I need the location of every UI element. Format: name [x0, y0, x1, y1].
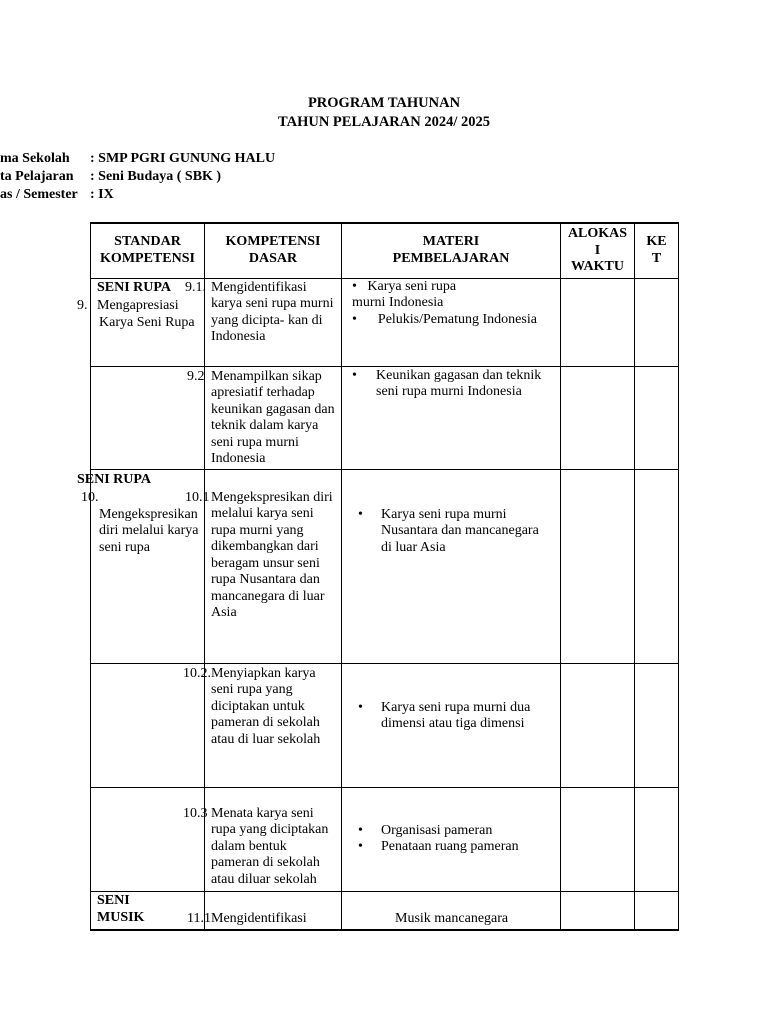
program-table	[77, 222, 679, 931]
kd-cell	[205, 891, 342, 930]
kd-number: 9.2	[187, 368, 205, 384]
materi-item-text: Organisasi pameran	[381, 822, 493, 838]
table-row	[91, 891, 679, 930]
materi-list	[342, 470, 560, 557]
materi-cell	[342, 787, 561, 891]
alokasi-cell	[561, 891, 635, 930]
meta-subject-value: : Seni Budaya ( SBK )	[90, 169, 222, 184]
kd-cell	[205, 469, 342, 663]
materi-item: • Pelukis/Pematung Indonesia	[352, 311, 537, 327]
header-mp-line1: MATERI	[422, 234, 480, 250]
materi-item-text: Penataan ruang pameran	[381, 839, 519, 854]
bullet: •	[358, 822, 363, 838]
ket-cell	[635, 278, 679, 366]
materi-item-text: Karya seni rupa	[367, 278, 457, 294]
table-row	[91, 469, 679, 663]
materi-cell	[342, 891, 561, 930]
sk-number: 10.	[81, 489, 99, 505]
kd-cell	[205, 663, 342, 787]
sk-text: Mengekspresikan diri melalui karya seni rupa	[99, 506, 199, 555]
materi-item	[342, 823, 560, 840]
materi-cell	[342, 663, 561, 787]
bullet: •	[358, 839, 363, 854]
ket-cell	[635, 891, 679, 930]
alokasi-cell	[561, 278, 635, 366]
table-row	[91, 787, 679, 891]
kd-text: Menampilkan sikap apresiatif terhadap keunikan gagasan dan teknik dalam karya seni rupa murni Indonesia	[211, 368, 335, 466]
materi-item-text: Keunikan gagasan dan teknik seni rupa murni Indonesia	[376, 367, 542, 399]
sk-cell	[91, 663, 211, 787]
sk-cell	[77, 469, 210, 663]
kd-text: Mengidentifikasi karya seni rupa murni yang dicipta- kan di Indonesia	[211, 279, 334, 344]
kd-text: Menata karya seni rupa yang diciptakan dalam bentuk pameran di sekolah atau diluar sekolah	[211, 805, 329, 887]
materi-cell	[342, 366, 561, 469]
kd-number: 9.1.	[185, 279, 206, 295]
header-kd-line2: DASAR	[248, 250, 298, 266]
materi-list	[342, 664, 560, 733]
meta-school-value: : SMP PGRI GUNUNG HALU	[90, 151, 276, 166]
materi-item-text: Karya seni rupa murni Nusantara dan mancanegara di luar Asia	[381, 506, 539, 555]
header-kompetensi-dasar	[205, 223, 342, 278]
page-title: PROGRAM TAHUNAN	[307, 95, 461, 111]
kd-text: Mengidentifikasi	[211, 910, 307, 926]
header-materi-pembelajaran	[342, 223, 561, 278]
sk-cell	[91, 787, 208, 891]
header-alokasi-waktu	[561, 223, 635, 278]
alokasi-cell	[561, 787, 635, 891]
meta-class-value: : IX	[90, 187, 114, 202]
alokasi-cell	[561, 469, 635, 663]
materi-item-text: Musik mancanegara	[395, 910, 509, 926]
materi-cell	[342, 278, 561, 366]
materi-item-text: Pelukis/Pematung Indonesia	[377, 311, 537, 327]
sk-heading: SENI	[97, 892, 130, 908]
materi-cell	[342, 469, 561, 663]
sk-cell	[91, 366, 205, 469]
kd-text: Menyiapkan karya seni rupa yang diciptakan untuk pameran di sekolah atau di luar sekolah	[211, 665, 321, 747]
materi-list	[342, 279, 560, 329]
header-kd-line1: KOMPETENSI	[225, 234, 321, 250]
sk-heading: SENI RUPA	[77, 471, 152, 487]
kd-cell	[205, 366, 342, 469]
bullet: •	[358, 506, 363, 522]
header-mp-line2: PEMBELAJARAN	[392, 250, 510, 266]
header-standar-kompetensi	[91, 223, 205, 278]
header-ket-line2: T	[651, 250, 662, 266]
kd-cell	[205, 278, 342, 366]
ket-cell	[635, 663, 679, 787]
bullet: •	[358, 699, 363, 715]
table-row	[91, 663, 679, 787]
materi-item: • Karya seni rupa	[352, 278, 457, 294]
header-aw-line1: ALOKAS	[567, 226, 628, 241]
header-ket	[635, 223, 679, 278]
sk-text-2: Karya Seni Rupa	[99, 314, 195, 330]
page-subtitle: TAHUN PELAJARAN 2024/ 2025	[278, 114, 490, 130]
header-sk-line1: STANDAR	[114, 234, 181, 250]
kd-number: 10.2.	[183, 665, 211, 681]
alokasi-cell	[561, 663, 635, 787]
materi-item-continued: murni Indonesia	[352, 295, 444, 310]
sk-heading: SENI RUPA	[97, 279, 172, 295]
sk-text: Mengapresiasi	[97, 297, 179, 313]
bullet: •	[352, 367, 357, 383]
ket-cell	[635, 366, 679, 469]
kd-cell	[205, 787, 342, 891]
meta-class-label: as / Semester	[0, 187, 78, 202]
table-row	[91, 366, 679, 469]
meta-subject-label: ta Pelajaran	[0, 169, 74, 184]
materi-item	[342, 839, 560, 856]
table-header-row	[91, 223, 679, 278]
sk-cell	[91, 891, 211, 930]
kd-number: 10.3	[183, 805, 208, 821]
meta-school-label: ma Sekolah	[0, 151, 70, 166]
sk-cell	[77, 278, 206, 366]
ket-cell	[635, 469, 679, 663]
alokasi-cell	[561, 366, 635, 469]
kd-text: Mengekspresikan diri melalui karya seni rupa murni yang dikembangkan dari beragam unsur seni rupa Nusantara dan mancanegara di luar Asia	[211, 489, 333, 620]
header-aw-line2: I	[594, 242, 601, 258]
sk-heading-2: MUSIK	[97, 909, 145, 925]
kd-number: 11.1	[187, 910, 211, 926]
kd-number: 10.1	[185, 489, 210, 505]
table-row	[91, 278, 679, 366]
materi-list	[342, 367, 560, 401]
sk-number: 9.	[77, 297, 88, 313]
header-sk-line2: KOMPETENSI	[100, 250, 195, 266]
header-aw-line3: WAKTU	[571, 259, 624, 274]
materi-list	[342, 788, 560, 856]
ket-cell	[635, 787, 679, 891]
materi-item-text: Karya seni rupa murni dua dimensi atau tiga dimensi	[381, 699, 531, 731]
header-ket-line1: KE	[646, 234, 667, 250]
